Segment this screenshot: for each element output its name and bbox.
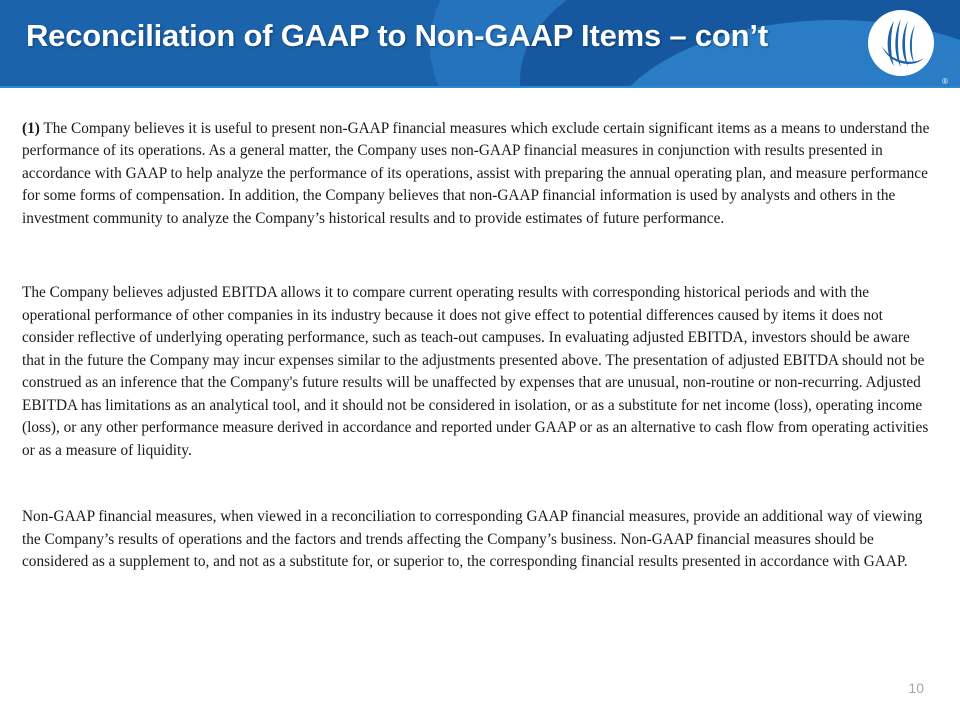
header-bottom-rule [0,86,960,88]
slide-header [0,0,960,88]
page-title: Reconciliation of GAAP to Non-GAAP Items – con’t [26,18,768,53]
registered-mark: ® [942,77,948,86]
footnote-marker: (1) [22,120,40,137]
company-logo-icon [864,6,938,80]
page-number: 10 [908,680,924,696]
paragraph-1-text: The Company believes it is useful to present non-GAAP financial measures which exclude certain significant items as a means to understand the performance of its operations. As a general matter, the Company uses non-GAAP financial measures in conjunction with results presented in accordance with GAAP to help analyze the performance of its operations, assist with preparing the annual operating plan, and measure performance for some forms of compensation. In addition, the Company believes that non-GAAP financial information is used by analysts and others in the investment community to analyze the Company’s historical results and to provide estimates of future performance. [22,120,930,227]
paragraph-1 [22,118,937,230]
paragraph-2: The Company believes adjusted EBITDA allows it to compare current operating results with corresponding historical periods and with the operational performance of other companies in its industry because it does not give effect to potential differences caused by items it does not consider reflective of underlying operating performance, such as teach-out campuses. In evaluating adjusted EBITDA, investors should be aware that in the future the Company may incur expenses similar to the adjustments presented above. The presentation of adjusted EBITDA should not be construed as an inference that the Company's future results will be unaffected by expenses that are unusual, non-routine or non-recurring. Adjusted EBITDA has limitations as an analytical tool, and it should not be considered in isolation, or as a substitute for net income (loss), operating income (loss), or any other performance measure derived in accordance and reported under GAAP or as an alternative to cash flow from operating activities or as a measure of liquidity. [22,284,929,459]
slide-body [22,118,942,574]
paragraph-3: Non-GAAP financial measures, when viewed in a reconciliation to corresponding GAAP financial measures, provide an additional way of viewing the Company’s results of operations and the factors and trends affecting the Company’s business. Non-GAAP financial measures should be considered as a supplement to, and not as a substitute for, or superior to, the corresponding financial results presented in accordance with GAAP. [22,508,923,571]
